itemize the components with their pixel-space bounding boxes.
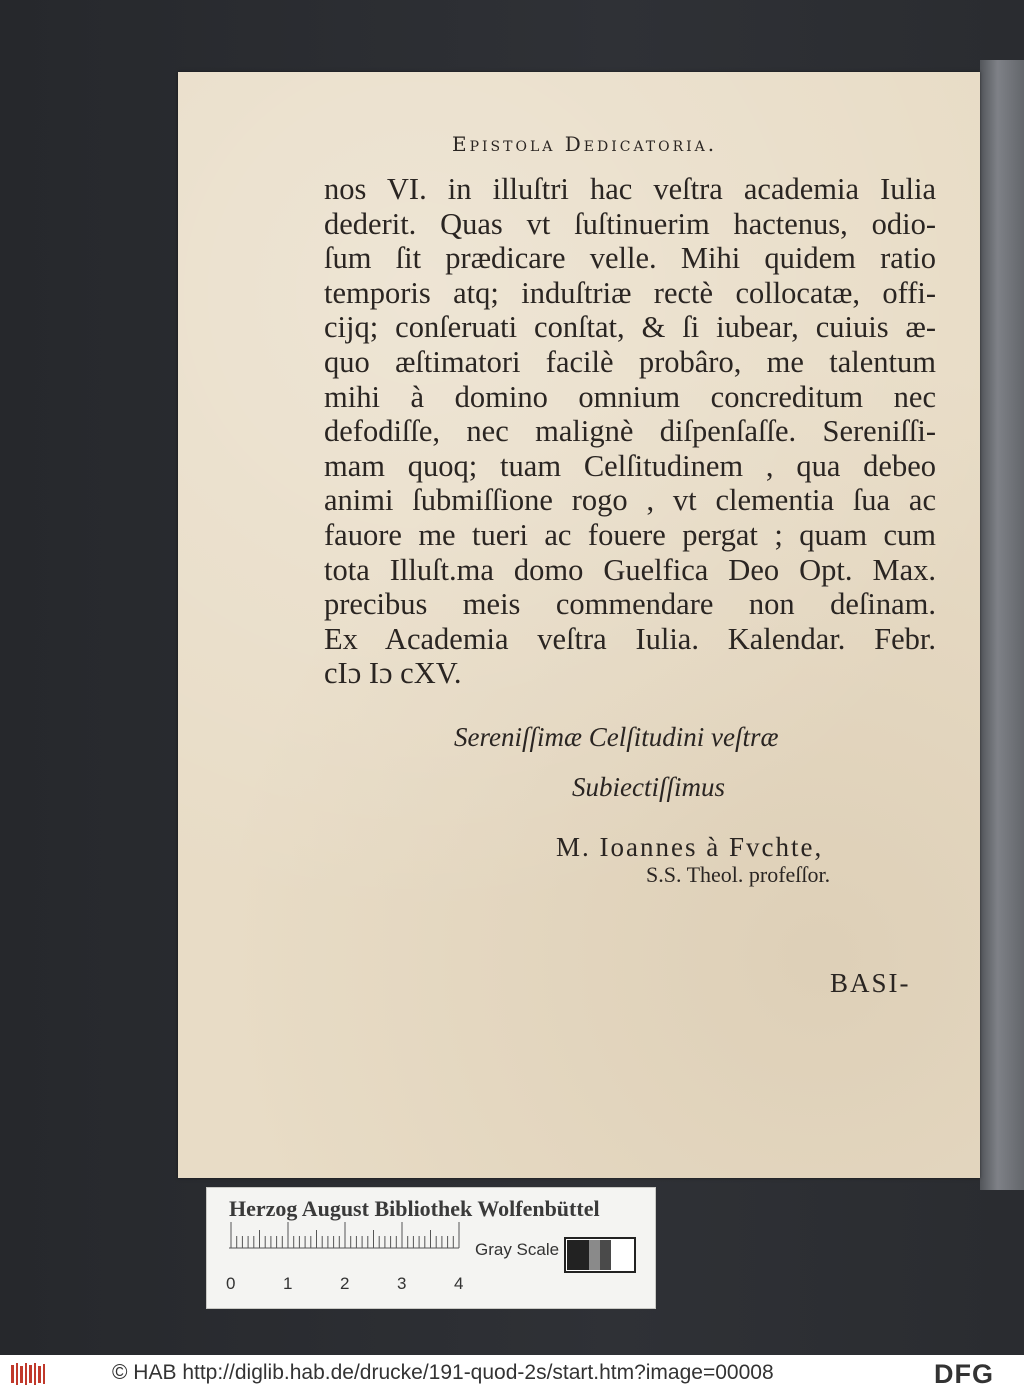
text-line: defodiſſe, nec malignè diſpenſaſſe. Sereniſſi-: [324, 414, 936, 449]
text-line: tota Illuſt.ma domo Guelfica Deo Opt. Max.: [324, 552, 936, 587]
ruler-number: 1: [283, 1274, 293, 1293]
ruler-number: 4: [454, 1274, 464, 1293]
text-line: mam quoq; tuam Celſitudinem , qua debeo: [324, 448, 936, 483]
text-line: nos VI. in illuſtri hac veſtra academia Iulia: [324, 172, 936, 206]
ruler-number: 0: [226, 1274, 236, 1293]
text-line: precibus meis commendare non deſinam.: [324, 587, 936, 622]
footer-bar: [0, 1355, 1024, 1393]
footer-url[interactable]: © HAB http://diglib.hab.de/drucke/191-quod-2s/start.htm?image=00008: [112, 1361, 774, 1384]
hab-logo-icon: [10, 1361, 46, 1387]
author-name: M. Ioannes à Fvchte,: [556, 832, 824, 862]
dfg-logo: DFG: [934, 1359, 994, 1389]
author-title: S.S. Theol. profeſſor.: [646, 862, 831, 887]
text-line: fauore me tueri ac fouere pergat ; quam cum: [324, 517, 936, 552]
text-line: cIɔ Iɔ cXV.: [324, 656, 462, 691]
text-line: quo æſtimatori facilè probâro, me talentum: [324, 344, 936, 379]
text-line: ſum ſit prædicare velle. Mihi quidem ratio: [324, 241, 936, 276]
card-title: Herzog August Bibliothek Wolfenbüttel: [229, 1196, 600, 1221]
gray-scale-label: Gray Scale: [475, 1240, 560, 1259]
text-line: cijq; conſeruati conſtat, & ſi iubear, cuiuis æ-: [324, 310, 936, 345]
text-line: temporis atq; induſtriæ rectè collocatæ, offi-: [324, 275, 936, 310]
text-line: animi ſubmiſſione rogo , vt clementia ſua ac: [324, 483, 936, 518]
catchword: BASI-: [830, 968, 911, 998]
text-line: mihi à domino omnium concreditum nec: [324, 379, 936, 414]
book-page: [178, 72, 980, 1178]
gray-swatch-mid: [589, 1240, 600, 1270]
text-line: dederit. Quas vt ſuſtinuerim hactenus, odio-: [324, 206, 936, 241]
closing-salutation: Sereniſſimæ Celſitudini veſtræ: [454, 722, 779, 752]
ruler-graphic: [207, 1188, 655, 1308]
adjacent-page-edge: [980, 60, 1024, 1190]
library-color-card: [206, 1187, 656, 1309]
ruler-number: 2: [340, 1274, 350, 1293]
gray-swatch-black: [567, 1240, 589, 1270]
gray-swatch-dark: [600, 1240, 611, 1270]
text-line: Ex Academia veſtra Iulia. Kalendar. Febr.: [324, 621, 936, 656]
ruler-number: 3: [397, 1274, 407, 1293]
subscription: Subiectiſſimus: [572, 772, 725, 802]
body-text: [324, 172, 936, 691]
page-header: Epistola Dedicatoria.: [452, 132, 718, 156]
